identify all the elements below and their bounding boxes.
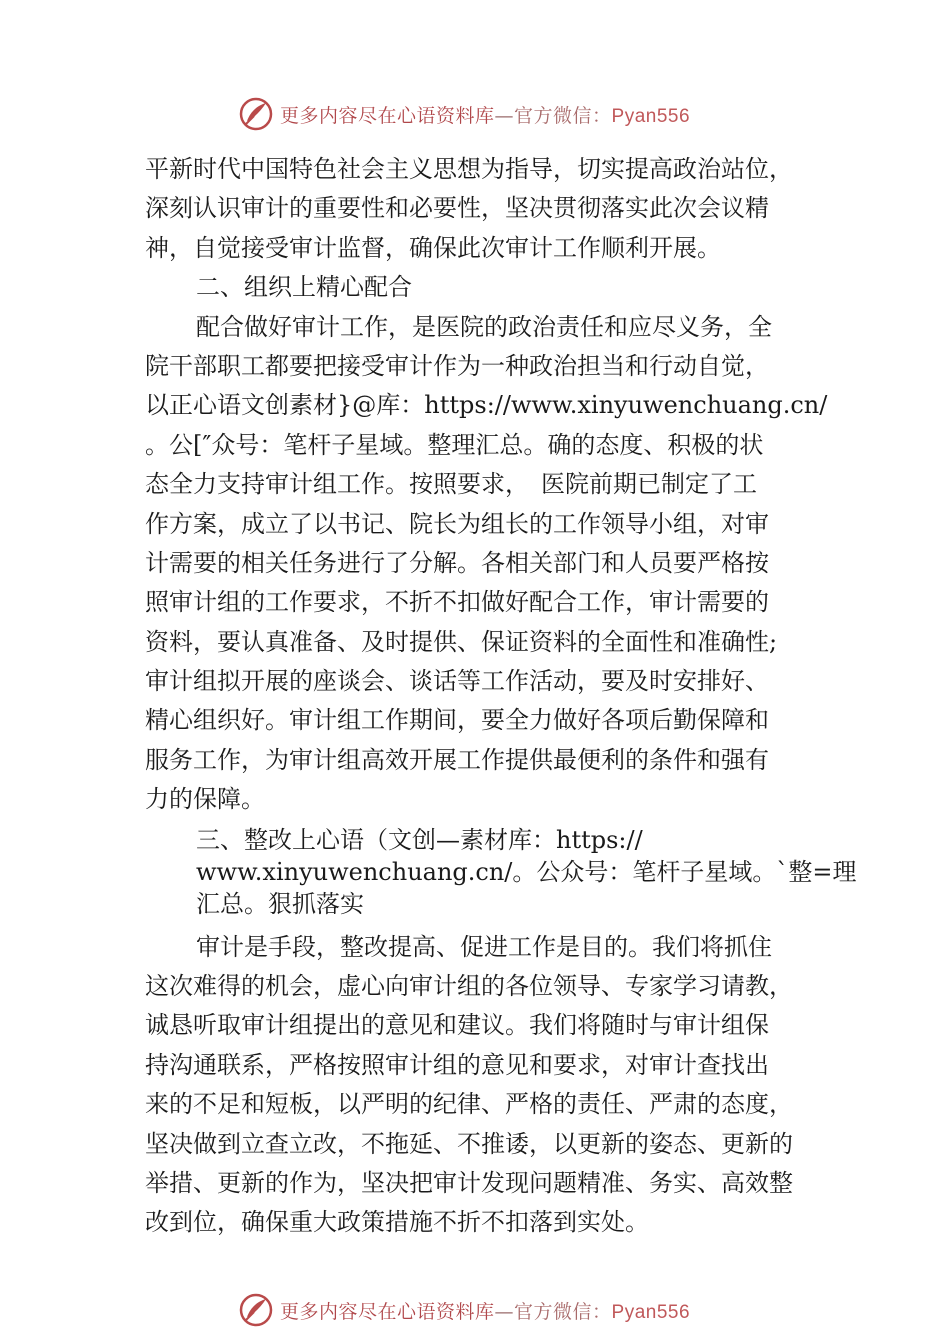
quill-logo-icon [238,96,274,132]
text-line: 这次难得的机会，虚心向审计组的各位领导、专家学习请教， [145,972,793,1001]
text-line: 以正心语文创素材}@库：https://www.xinyuwenchuang.cn/ [145,391,828,420]
text-line: 。公[″众号：笔杆子星域。整理汇总。确的态度、积极的状 [145,430,764,459]
banner-wechat-label: 官方微信： [514,104,612,127]
section-heading-3 [145,824,857,920]
text-line: 计需要的相关任务进行了分解。各相关部门和人员要严格按 [145,548,769,577]
paragraph-1 [145,150,815,268]
text-line: 力的保障。 [145,785,265,814]
banner-text [280,1297,690,1324]
text-line: 院干部职工都要把接受审计作为一种政治担当和行动自觉， [145,351,769,380]
text-line: 态全力支持审计组工作。按照要求， 医院前期已制定了工 [145,470,757,499]
text-line: 诚恳听取审计组提出的意见和建议。我们将随时与审计组保 [145,1011,769,1040]
text-line: 服务工作，为审计组高效开展工作提供最便利的条件和强有 [145,745,769,774]
text-line: 配合做好审计工作，是医院的政治责任和应尽义务，全 [196,312,772,341]
footer-banner [238,1292,690,1328]
text-line: 持沟通联系，严格按照审计组的意见和要求，对审计查找出 [145,1050,769,1079]
text-line: 神，自觉接受审计监督，确保此次审计工作顺利开展。 [145,233,721,262]
text-line: 三、整改上心语（文创—素材库：https:// [196,825,643,854]
text-line: 作方案，成立了以书记、院长为组长的工作领导小组，对审 [145,509,769,538]
text-line: 举措、更新的作为，坚决把审计发现问题精准、务实、高效整 [145,1168,793,1197]
banner-wechat-label: 官方微信： [514,1300,612,1323]
text-line: 来的不足和短板，以严明的纪律、严格的责任、严肃的态度， [145,1090,793,1119]
banner-wechat-id: Pyan556 [611,1301,691,1323]
text-line: 深刻认识审计的重要性和必要性，坚决贯彻落实此次会议精 [145,194,769,223]
banner-site: 更多内容尽在心语资料库 [280,104,495,127]
banner-dash: — [494,1300,515,1323]
text-line: 审计是手段，整改提高、促进工作是目的。我们将抓住 [196,932,772,961]
banner-dash: — [494,104,515,127]
text-line: 精心组织好。审计组工作期间，要全力做好各项后勤保障和 [145,706,769,735]
section-heading-2: 二、组织上精心配合 [196,273,412,302]
text-line: 资料，要认真准备、及时提供、保证资料的全面性和准确性; [145,627,778,656]
text-line: 审计组拟开展的座谈会、谈话等工作活动，要及时安排好、 [145,667,769,696]
banner-site: 更多内容尽在心语资料库 [280,1300,495,1323]
text-line: 改到位，确保重大政策措施不折不扣落到实处。 [145,1208,649,1237]
text-line: 坚决做到立查立改，不拖延、不推诿，以更新的姿态、更新的 [145,1129,793,1158]
header-banner [238,96,690,132]
paragraph-2 [145,308,828,820]
text-line: 平新时代中国特色社会主义思想为指导，切实提高政治站位， [145,155,793,183]
banner-text [280,101,690,128]
paragraph-3 [145,928,815,1243]
document-body [145,150,857,1243]
text-line: www.xinyuwenchuang.cn/。公众号：笔杆子星域。`整=理 [196,857,857,886]
quill-logo-icon [238,1292,274,1328]
banner-wechat-id: Pyan556 [611,105,691,127]
text-line: 照审计组的工作要求，不折不扣做好配合工作，审计需要的 [145,588,769,617]
text-line: 汇总。狠抓落实 [196,889,364,918]
